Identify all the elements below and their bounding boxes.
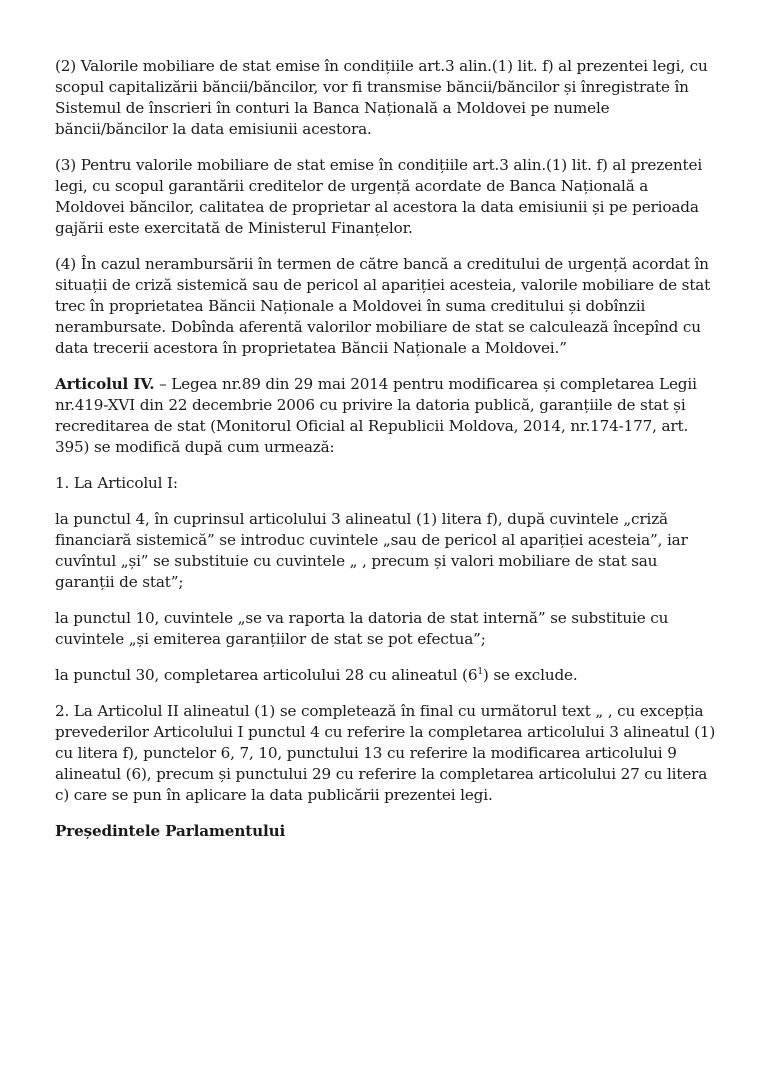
item-1-point-30 (55, 665, 717, 686)
paragraph-2: (2) Valorile mobiliare de stat emise în condițiile art.3 alin.(1) lit. f) al prezentei legi, cu scopul capitalizării băncii/băncilor, vor fi transmise băncii/băncilor și înregistrate în Sistemul de înscrieri în conturi la Banca Națională a Moldovei pe numele băncii/băncilor la data emisiunii acestora. (55, 57, 708, 138)
article-iv-text: – Legea nr.89 din 29 mai 2014 pentru modificarea și completarea Legii nr.419-XVI din 22 decembrie 2006 cu privire la datoria publică, garanțiile de stat și recreditarea de stat (Monitorul Oficial al Republicii Moldova, 2014, nr.174-177, art. 395) se modifică după cum urmează: (55, 375, 697, 456)
paragraph-4: (4) În cazul nerambursării în termen de către bancă a creditului de urgență acordat în situații de criză sistemică sau de pericol al apariției acesteia, valorile mobiliare de stat trec în proprietatea Băncii Naționale a Moldovei în suma creditului și dobînzii nerambursate. Dobînda aferentă valorilor mobiliare de stat se calculează începînd cu data trecerii acestora în proprietatea Băncii Naționale a Moldovei.” (55, 255, 711, 357)
paragraph-3: (3) Pentru valorile mobiliare de stat emise în condițiile art.3 alin.(1) lit. f) al prezentei legi, cu scopul garantării creditelor de urgență acordate de Banca Națională a Moldovei băncilor, calitatea de proprietar al acestora la data emisiunii și pe perioada gajării este exercitată de Ministerul Finanțelor. (55, 156, 703, 237)
article-iv (55, 374, 717, 458)
point-30-superscript: 1 (477, 666, 483, 677)
item-1-point-4: la punctul 4, în cuprinsul articolului 3 alineatul (1) litera f), după cuvintele „criză financiară sistemică” se introduc cuvintele „sau de pericol al apariției acesteia”, iar cuvîntul „și” se substituie cu cuvintele „ , precum și valori mobiliare de stat sau garanții de stat”; (55, 510, 688, 591)
article-iv-heading: Articolul IV. (55, 375, 155, 393)
item-2: 2. La Articolul II alineatul (1) se completează în final cu următorul text „ , cu excepția prevederilor Articolului I punctul 4 cu referire la completarea articolului 3 alineatul (1) cu litera f), punctelor 6, 7, 10, punctului 13 cu referire la modificarea articolului 9 alineatul (6), precum și punctului 29 cu referire la completarea articolului 27 cu litera c) care se pun în aplicare la data publicării prezentei legi. (55, 702, 716, 804)
item-1-title: 1. La Articolul I: (55, 474, 178, 492)
signature-title: Președintele Parlamentului (55, 822, 286, 840)
document-body (55, 56, 717, 857)
point-30-text-before: la punctul 30, completarea articolului 28 cu alineatul (6 (55, 666, 478, 684)
point-30-text-after: ) se exclude. (482, 666, 578, 684)
item-1-point-10: la punctul 10, cuvintele „se va raporta la datoria de stat internă” se substituie cu cuvintele „și emiterea garanțiilor de stat se pot efectua”; (55, 609, 669, 648)
